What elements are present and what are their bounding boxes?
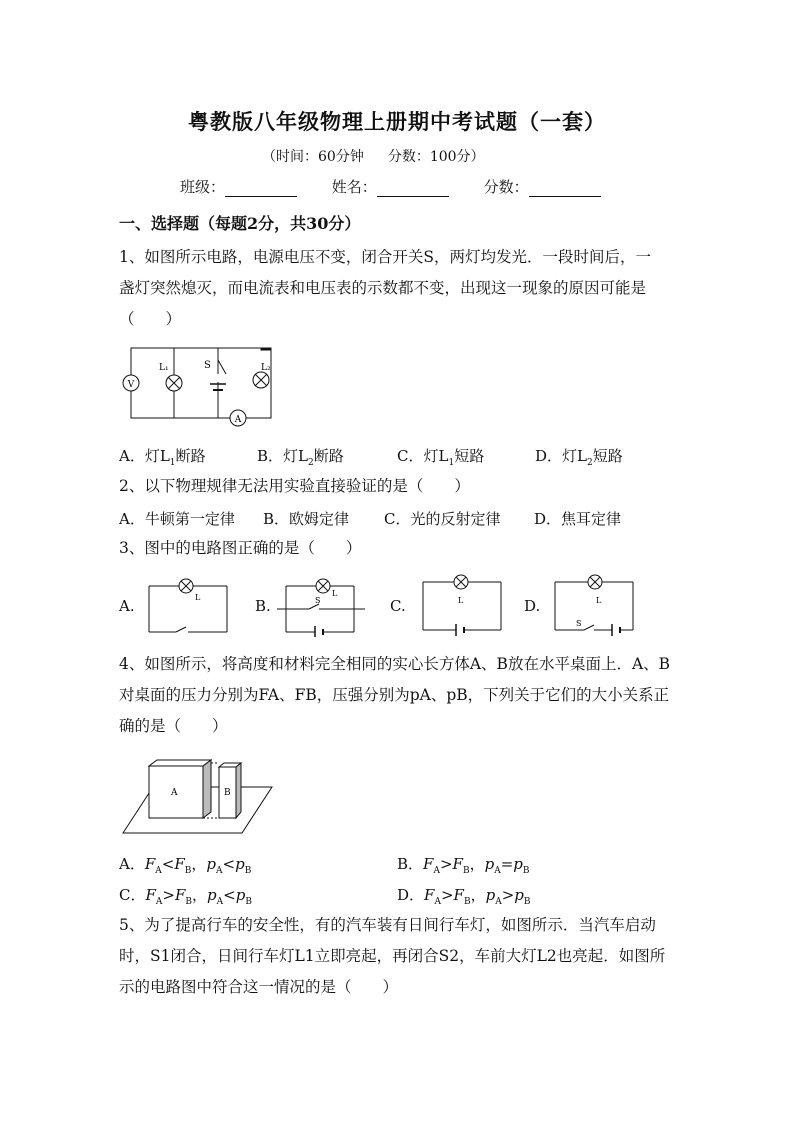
exam-time: （时间：60分钟 [262, 149, 364, 165]
q3-option-d[interactable]: D. [524, 597, 541, 615]
q3d-lamp-label: L [596, 596, 602, 605]
exam-score: 分数：100分） [387, 149, 485, 165]
section-heading: 一、选择题（每题2分，共30分） [119, 214, 361, 233]
name-field[interactable]: 姓名： [332, 176, 449, 197]
name-blank[interactable] [377, 182, 449, 197]
q1-line2: 盏灯突然熄灭，而电流表和电压表的示数都不变，出现这一现象的原因可能是 [119, 279, 647, 297]
q3-diagram-d [546, 573, 641, 637]
q4-line3: 确的是（ ） [119, 717, 228, 735]
q3b-lamp-label: L [332, 589, 338, 598]
q4-option-d[interactable]: D．$F_A>F_B$，$p_A>p_B$ [397, 886, 531, 907]
q2-option-d[interactable]: D．焦耳定律 [534, 510, 622, 528]
class-blank[interactable] [225, 182, 297, 197]
q3-text: 3、图中的电路图正确的是（ ） [119, 539, 362, 557]
q3b-switch-label: S [315, 596, 321, 605]
q2-option-a[interactable]: A．牛顿第一定律 [119, 510, 235, 528]
q2-text: 2、以下物理规律无法用实验直接验证的是（ ） [119, 477, 470, 495]
q5-line2: 时，S1闭合，日间行车灯L1立即亮起，再闭合S2，车前大灯L2也亮起．如图所 [119, 947, 666, 965]
q4-option-a[interactable]: A．$F_A<F_B$，$p_A<p_B$ [119, 855, 252, 876]
q5-line3: 示的电路图中符合这一情况的是（ ） [119, 978, 399, 996]
voltmeter-label: V [127, 380, 135, 390]
q5-line1: 5、为了提高行车的安全性，有的汽车装有日间行车灯，如图所示．当汽车启动 [119, 916, 656, 934]
q3a-lamp-label: L [195, 593, 201, 602]
q1-option-c[interactable]: C．灯$L_1$短路 [397, 447, 485, 468]
switch-label: S [204, 360, 211, 371]
lamp1-label: L₁ [159, 363, 169, 373]
q4-option-b[interactable]: B．$F_A>F_B$，$p_A=p_B$ [397, 855, 530, 876]
ammeter-label: A [234, 415, 242, 425]
q1-line3: （ ） [119, 310, 182, 328]
q2-option-c[interactable]: C．光的反射定律 [384, 510, 501, 528]
q3-option-a[interactable]: A. [119, 597, 135, 615]
q3-option-c[interactable]: C. [390, 597, 406, 615]
lamp2-label: L₂ [261, 363, 271, 373]
q3-diagram-c [414, 573, 509, 637]
q3c-lamp-label: L [458, 596, 464, 605]
q2-option-b[interactable]: B．欧姆定律 [263, 510, 350, 528]
q1-option-d[interactable]: D．灯$L_2$短路 [535, 447, 623, 468]
q1-option-b[interactable]: B．灯$L_2$断路 [257, 447, 344, 468]
q3-diagram-a [140, 575, 235, 637]
score-blank[interactable] [529, 182, 601, 197]
q4-option-c[interactable]: C．$F_A>F_B$，$p_A<p_B$ [119, 886, 252, 907]
class-field[interactable]: 班级： [180, 176, 297, 197]
exam-info [262, 146, 485, 166]
q3-option-b[interactable]: B. [255, 597, 271, 615]
q4-line1: 4、如图所示，将高度和材料完全相同的实心长方体A、B放在水平桌面上．A、B [119, 655, 671, 673]
q4-line2: 对桌面的压力分别为FA、FB，压强分别为pA、pB，下列关于它们的大小关系正 [119, 686, 670, 704]
page-title: 粤教版八年级物理上册期中考试题（一套） [188, 109, 606, 134]
q3d-switch-label: S [576, 619, 582, 628]
q4-blocks-diagram [116, 752, 276, 840]
block-b-label: B [224, 788, 231, 798]
student-fields [180, 176, 631, 197]
q1-circuit-diagram [116, 340, 286, 430]
q1-option-a[interactable]: A．灯$L_1$断路 [119, 447, 206, 468]
q3-diagram-b [277, 575, 372, 637]
q1-line1: 1、如图所示电路，电源电压不变，闭合开关S，两灯均发光．一段时间后，一 [119, 248, 651, 266]
score-field[interactable]: 分数： [484, 176, 601, 197]
block-a-label: A [171, 788, 178, 798]
